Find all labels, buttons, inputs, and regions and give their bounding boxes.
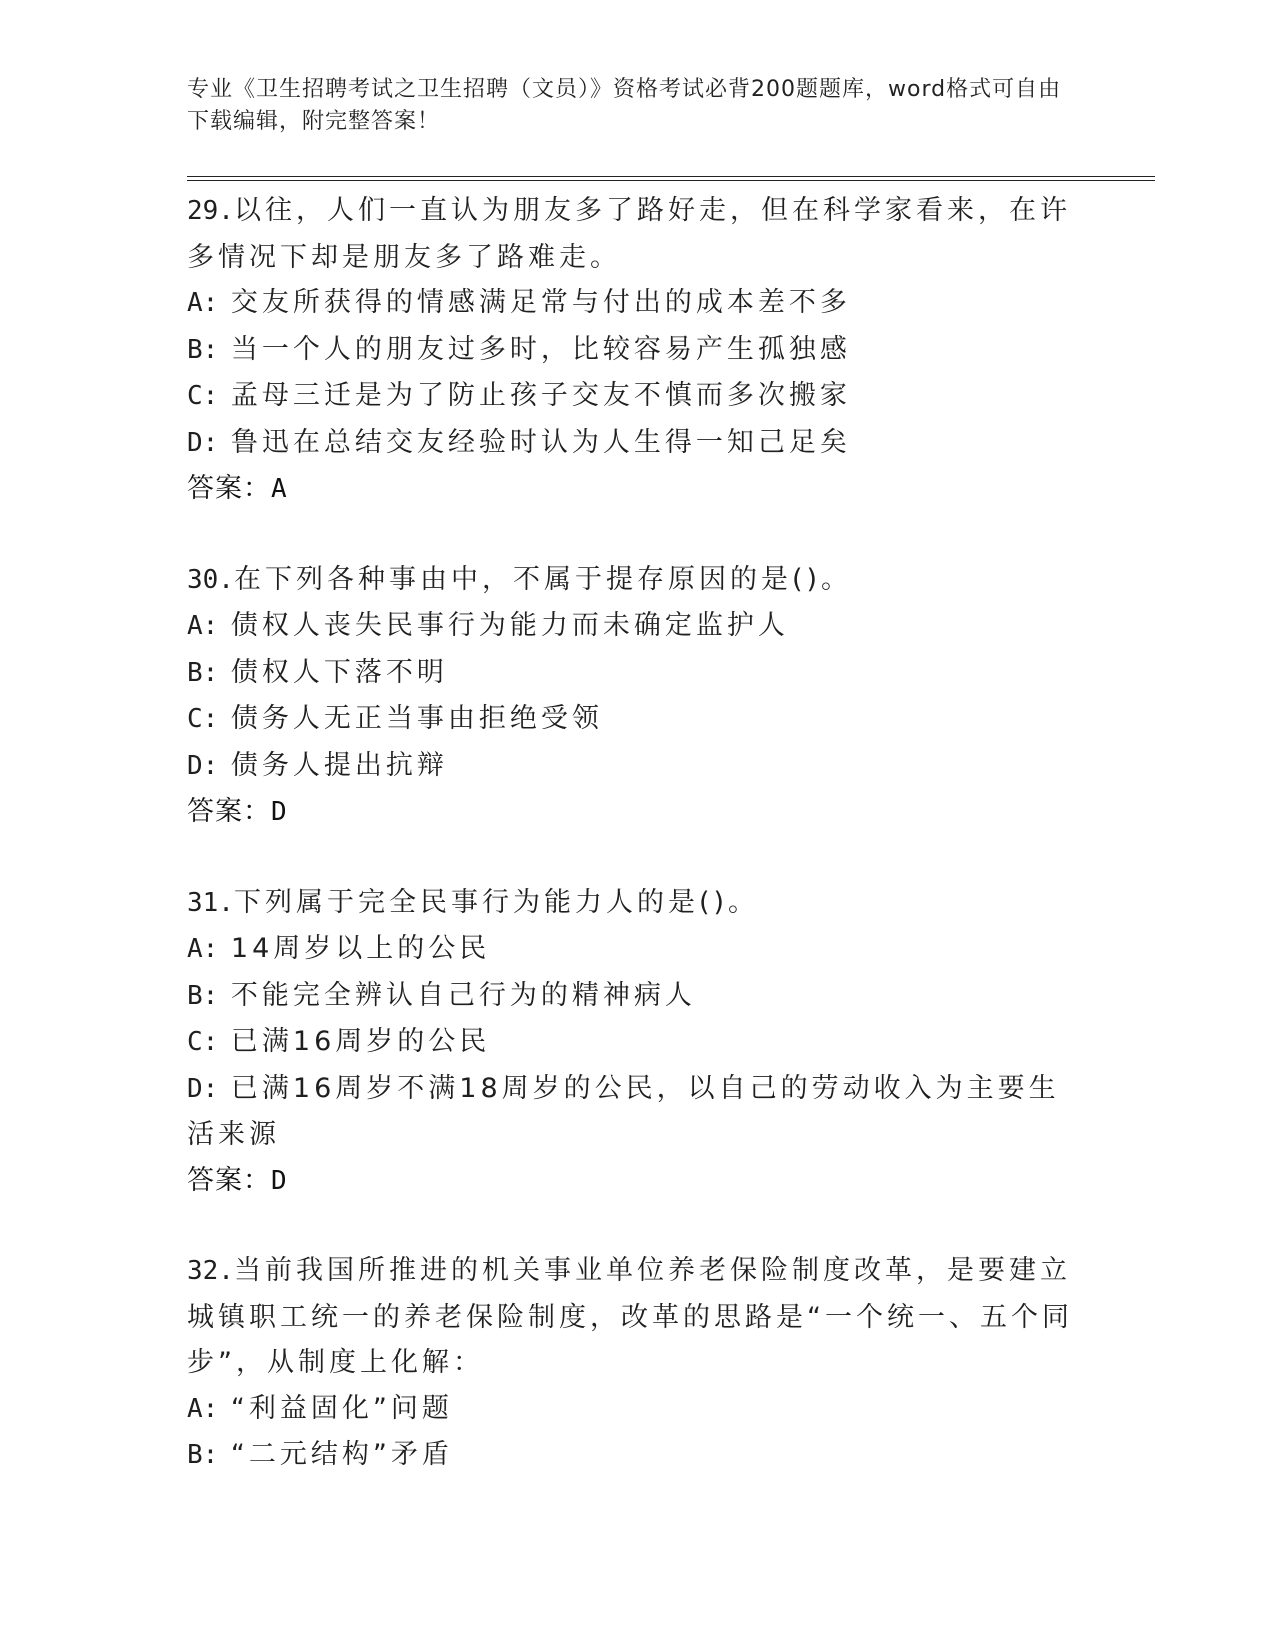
document-header	[187, 74, 1067, 138]
option-key: B:	[187, 657, 219, 688]
question-number: 31.	[187, 887, 234, 918]
question-31	[187, 880, 1087, 1205]
option-key: A:	[187, 288, 219, 318]
option-d	[187, 1066, 1087, 1158]
option-text: 债权人丧失民事行为能力而未确定监护人	[230, 610, 789, 641]
option-text: 不能完全辨认自己行为的精神病人	[230, 979, 696, 1011]
option-a	[187, 280, 1087, 327]
option-text: 当一个人的朋友过多时，比较容易产生孤独感	[230, 333, 851, 365]
question-text: 当前我国所推进的机关事业单位养老保险制度改革，是要建立城镇职工统一的养老保险制度，改革的思路是“一个统一、五个同步”，从制度上化解：	[187, 1255, 1073, 1378]
option-text: 债务人无正当事由拒绝受领	[230, 703, 603, 734]
answer-label: 答案：	[187, 1164, 271, 1196]
option-b	[187, 650, 1087, 697]
option-c	[187, 696, 1087, 743]
question-30	[187, 557, 1087, 836]
option-text: “二元结构”矛盾	[230, 1439, 453, 1470]
option-text: 孟母三迁是为了防止孩子交友不慎而多次搬家	[230, 380, 851, 411]
answer-value: D	[271, 797, 287, 827]
option-text: 债务人提出抗辩	[230, 749, 448, 781]
option-text: 14周岁以上的公民	[230, 933, 491, 964]
question-list	[187, 188, 1087, 1523]
answer-label: 答案：	[187, 473, 271, 504]
option-text: 已满16周岁的公民	[230, 1026, 491, 1057]
answer-value: A	[271, 474, 287, 504]
option-key: D:	[187, 750, 219, 781]
answer-label: 答案：	[187, 796, 271, 827]
header-text: 专业《卫生招聘考试之卫生招聘（文员）》资格考试必背200题题库，word格式可自由下载编辑，附完整答案！	[187, 77, 1062, 134]
question-text: 下列属于完全民事行为能力人的是()。	[233, 886, 760, 918]
option-c	[187, 1019, 1087, 1066]
option-c	[187, 373, 1087, 420]
question-text: 以往，人们一直认为朋友多了路好走，但在科学家看来，在许多情况下却是朋友多了路难走。	[187, 195, 1071, 273]
option-key: D:	[187, 427, 219, 458]
option-a	[187, 926, 1087, 973]
option-key: A:	[187, 934, 219, 964]
question-number: 29.	[187, 196, 234, 226]
option-key: A:	[187, 611, 219, 641]
option-d	[187, 420, 1087, 467]
answer-line	[187, 789, 1087, 836]
option-b	[187, 327, 1087, 374]
question-stem	[187, 1248, 1087, 1386]
option-key: B:	[187, 980, 219, 1011]
option-key: B:	[187, 1440, 219, 1470]
question-stem	[187, 188, 1087, 280]
question-number: 32.	[187, 1256, 234, 1286]
option-key: A:	[187, 1393, 219, 1424]
question-32	[187, 1248, 1087, 1479]
option-key: D:	[187, 1073, 219, 1104]
question-stem	[187, 880, 1087, 927]
option-text: 已满16周岁不满18周岁的公民，以自己的劳动收入为主要生活来源	[187, 1072, 1060, 1150]
option-d	[187, 743, 1087, 790]
option-text: 交友所获得的情感满足常与付出的成本差不多	[230, 287, 851, 318]
option-b	[187, 1432, 1087, 1479]
option-a	[187, 603, 1087, 650]
option-text: “利益固化”问题	[230, 1392, 453, 1424]
option-key: C:	[187, 381, 219, 411]
answer-value: D	[271, 1165, 287, 1196]
option-key: B:	[187, 334, 219, 365]
option-text: 鲁迅在总结交友经验时认为人生得一知己足矣	[230, 426, 851, 458]
question-text: 在下列各种事由中，不属于提存原因的是()。	[233, 563, 853, 595]
option-key: C:	[187, 1027, 219, 1057]
option-key: C:	[187, 704, 219, 734]
question-stem	[187, 557, 1087, 604]
header-double-rule	[187, 176, 1155, 181]
option-a	[187, 1386, 1087, 1433]
option-text: 债权人下落不明	[230, 656, 448, 688]
answer-line	[187, 466, 1087, 513]
question-29	[187, 188, 1087, 513]
option-b	[187, 973, 1087, 1020]
answer-line	[187, 1158, 1087, 1205]
question-number: 30.	[187, 564, 234, 595]
